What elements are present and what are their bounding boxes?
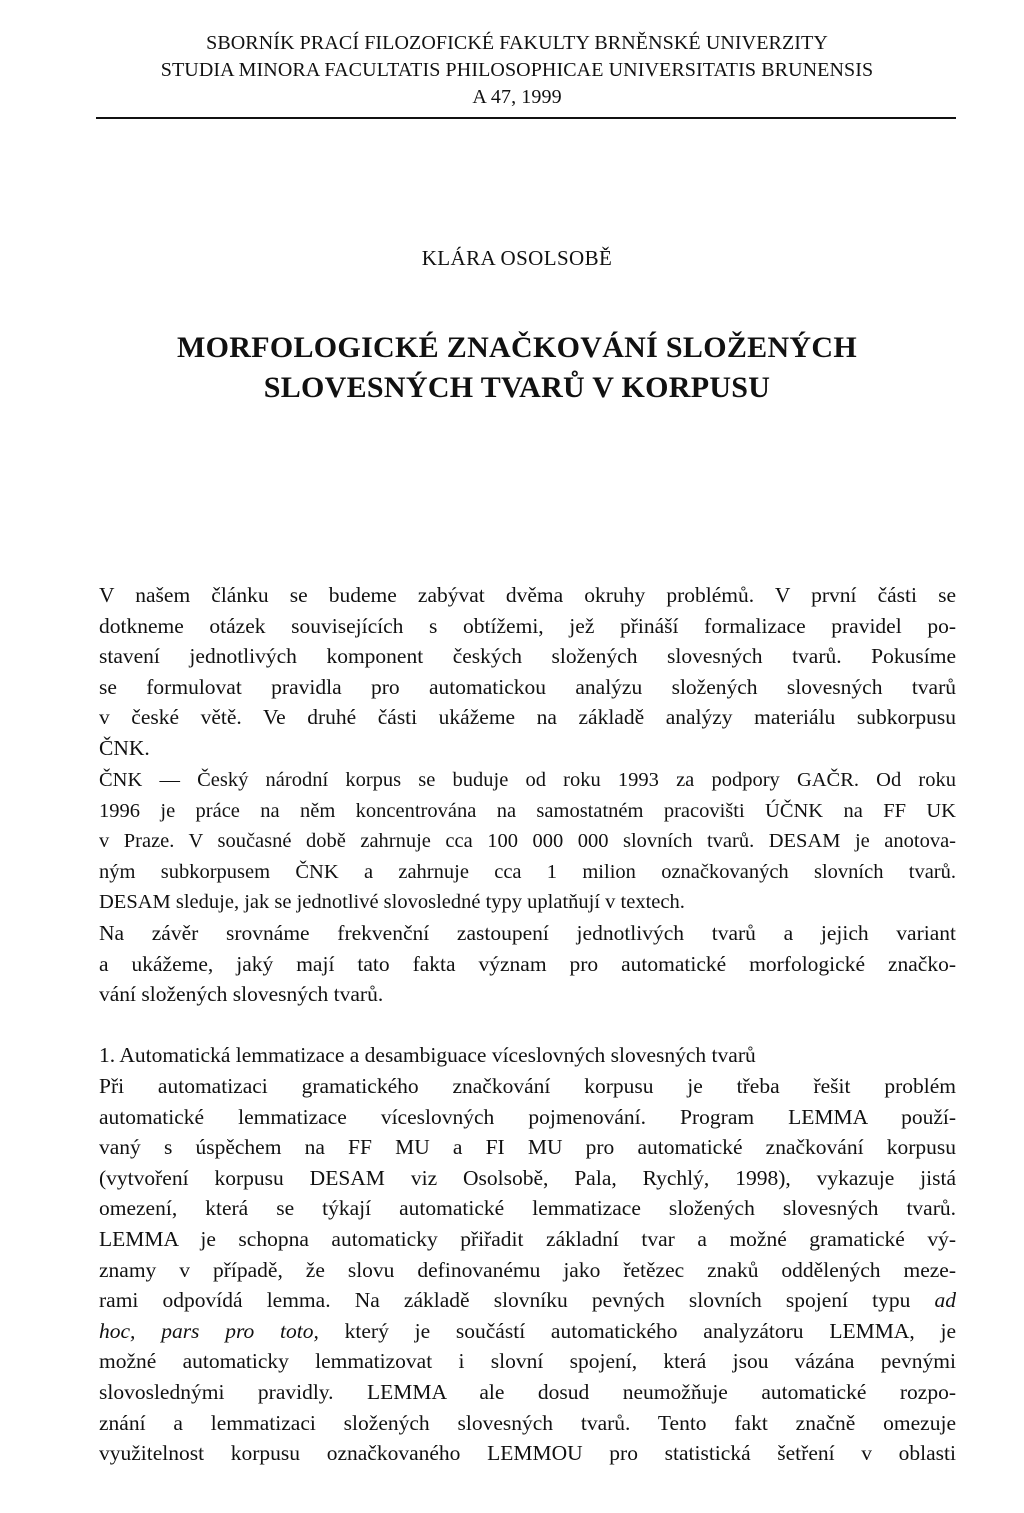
article-title-line-2: SLOVESNÝCH TVARŮ V KORPUSU <box>263 371 771 404</box>
text-line: stavení jednotlivých komponent českých složených slovesných tvarů. Pokusíme <box>99 644 956 669</box>
text-line: a ukážeme, jaký mají tato fakta význam pro automatické morfologické značko- <box>99 951 956 976</box>
text-line: dotkneme otázek souvisejících s obtížemi, jež přináší formalizace pravidel po- <box>99 613 956 638</box>
abstract-paragraph-2 <box>99 765 956 918</box>
text-line: se formulovat pravidla pro automatickou analýzu složených slovesných tvarů <box>99 674 956 699</box>
text-line: možné automaticky lemmatizovat i slovní spojení, která jsou vázána pevnými <box>99 1349 956 1374</box>
text-line: vání složených slovesných tvarů. <box>99 982 384 1007</box>
article-title-line-1: MORFOLOGICKÉ ZNAČKOVÁNÍ SLOŽENÝCH <box>177 331 857 364</box>
text-line: Při automatizaci gramatického značkování korpusu je třeba řešit problém <box>99 1074 956 1098</box>
text-line: ným subkorpusem ČNK a zahrnuje cca 1 milion označkovaných slovních tvarů. <box>99 860 956 883</box>
text-line: ČNK. <box>99 735 150 760</box>
text-line: v české větě. Ve druhé části ukážeme na základě analýzy materiálu subkorpusu <box>99 705 956 730</box>
text-line: ČNK — Český národní korpus se buduje od roku 1993 za podpory GAČR. Od roku <box>99 769 956 791</box>
text-line: LEMMA je schopna automaticky přiřadit základní tvar a možné gramatické vý- <box>99 1226 956 1251</box>
article-title <box>80 328 954 408</box>
text-line: 1996 je práce na něm koncentrována na samostatném pracovišti ÚČNK na FF UK <box>99 799 956 822</box>
journal-title-latin: STUDIA MINORA FACULTATIS PHILOSOPHICAE UNIVERSITATIS BRUNENSIS <box>160 59 874 81</box>
text-line: znamy v případě, že slovu definovanému jako řetězec znaků oddělených meze- <box>99 1257 956 1282</box>
text-segment: který je součástí automatického analyzátoru LEMMA, je <box>344 1318 957 1343</box>
text-line: omezení, která se týkají automatické lemmatizace složených slovesných tvarů. <box>99 1196 956 1221</box>
latin-phrase: ad <box>934 1288 956 1313</box>
section-title: Automatická lemmatizace a desambiguace víceslovných slovesných tvarů <box>119 1043 756 1067</box>
text-line: automatické lemmatizace víceslovných pojmenování. Program LEMMA použí- <box>99 1104 956 1129</box>
journal-title-czech: SBORNÍK PRACÍ FILOZOFICKÉ FAKULTY BRNĚNSKÉ UNIVERZITY <box>206 32 828 54</box>
text-line: (vytvoření korpusu DESAM viz Osolsobě, Pala, Rychlý, 1998), vykazuje jistá <box>99 1165 956 1190</box>
text-segment: rami odpovídá lemma. Na základě slovníku pevných slovních spojení typu <box>99 1288 911 1313</box>
text-line: využitelnost korpusu označkovaného LEMMOU pro statistická šetření v oblasti <box>99 1441 956 1466</box>
text-line <box>99 1285 956 1316</box>
article-author: KLÁRA OSOLSOBĚ <box>421 246 613 270</box>
body-paragraph <box>99 1071 956 1469</box>
text-line: v Praze. V současné době zahrnuje cca 100 000 000 slovních tvarů. DESAM je anotova- <box>99 830 956 853</box>
section-number: 1. <box>99 1043 116 1067</box>
text-line: V našem článku se budeme zabývat dvěma okruhy problémů. V první části se <box>99 583 956 607</box>
latin-phrase: hoc, pars pro toto, <box>99 1318 319 1343</box>
journal-header <box>80 30 954 111</box>
section-heading <box>99 1040 956 1071</box>
abstract-paragraph-3 <box>99 918 956 1010</box>
text-line <box>99 1316 956 1347</box>
header-rule <box>96 117 956 119</box>
text-line: znání a lemmatizaci složených slovesných tvarů. Tento fakt značně omezuje <box>99 1410 956 1435</box>
journal-volume-year: A 47, 1999 <box>472 86 562 108</box>
text-line: vaný s úspěchem na FF MU a FI MU pro automatické značkování korpusu <box>99 1135 956 1160</box>
text-line: DESAM sleduje, jak se jednotlivé slovosledné typy uplatňují v textech. <box>99 891 685 914</box>
abstract-paragraph-1 <box>99 580 956 764</box>
text-line: slovoslednými pravidly. LEMMA ale dosud neumožňuje automatické rozpo- <box>99 1379 956 1404</box>
text-line: Na závěr srovnáme frekvenční zastoupení jednotlivých tvarů a jejich variant <box>99 921 956 945</box>
